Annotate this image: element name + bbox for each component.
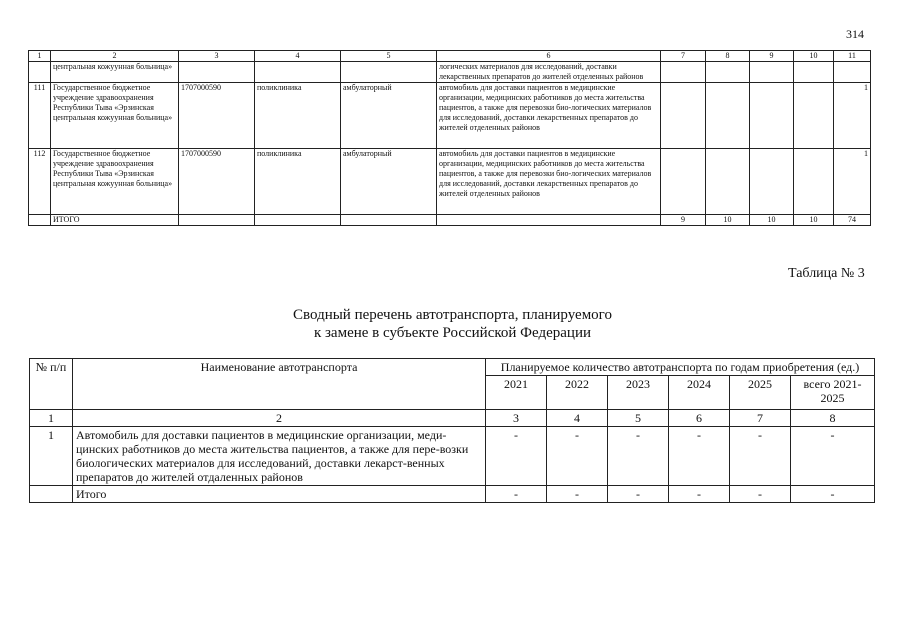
page-title <box>0 306 905 342</box>
year-header: всего 2021-2025 <box>791 376 875 410</box>
org-name: Государственное бюджетное учреждение здравоохранения Республики Тыва «Эрзинская центральная кожуунная больница» <box>51 149 179 215</box>
year-header: 2022 <box>547 376 608 410</box>
col-number-header: № п/п <box>30 359 73 410</box>
index-row: 1 2 3 4 5 6 7 8 <box>30 410 875 427</box>
header-cell: 6 <box>437 51 661 62</box>
year-value: - <box>608 427 669 486</box>
summary-table <box>29 358 875 503</box>
year-header: 2023 <box>608 376 669 410</box>
count-cell: 1 <box>834 149 871 215</box>
care-type: амбулаторный <box>341 149 437 215</box>
col-plan-header: Планируемое количество автотранспорта по годам приобретения (ед.) <box>486 359 875 376</box>
total-value: - <box>547 486 608 503</box>
year-header: 2024 <box>669 376 730 410</box>
summary-header-row <box>30 359 875 376</box>
table-label: Таблица № 3 <box>788 266 865 281</box>
row-number: 111 <box>29 83 51 149</box>
header-cell: 7 <box>661 51 706 62</box>
table-row <box>29 149 871 215</box>
upper-header-row <box>29 51 871 62</box>
org-name: центральная кожуунная больница» <box>51 62 179 83</box>
total-value: - <box>730 486 791 503</box>
header-cell: 1 <box>29 51 51 62</box>
care-type: амбулаторный <box>341 83 437 149</box>
title-line-1: Сводный перечень автотранспорта, планируемого <box>293 307 612 323</box>
year-header: 2025 <box>730 376 791 410</box>
facility-type: поликлиника <box>255 83 341 149</box>
total-row <box>30 486 875 503</box>
title-line-2: к замене в субъекте Российской Федерации <box>313 325 592 341</box>
header-cell: 2 <box>51 51 179 62</box>
table-row <box>30 427 875 486</box>
table-row-continued <box>29 62 871 83</box>
total-value: - <box>791 486 875 503</box>
header-cell: 4 <box>255 51 341 62</box>
org-name: Государственное бюджетное учреждение здравоохранения Республики Тыва «Эрзинская центральная кожуунная больница» <box>51 83 179 149</box>
total-value: - <box>486 486 547 503</box>
total-label: ИТОГО <box>51 215 179 226</box>
vehicle-name: Автомобиль для доставки пациентов в медицинские организации, меди-цинских работников до места жительства пациентов, а также для пере-возки биологических материалов для исследований, доставки лекарст-венных препаратов до жителей отдаленных районов <box>73 427 486 486</box>
org-code: 1707000590 <box>179 83 255 149</box>
transport-description: логических материалов для исследований, доставки лекарственных препаратов до жителей отделенных районов <box>437 62 661 83</box>
transport-description: автомобиль для доставки пациентов в медицинские организации, медицинских работников до места жительства пациентов, а также для перевозки био-логических материалов для исследований, доставки лекарственных препаратов до жителей отделенных районов <box>437 149 661 215</box>
row-number: 112 <box>29 149 51 215</box>
year-value: - <box>730 427 791 486</box>
header-cell: 9 <box>750 51 794 62</box>
transport-description: автомобиль для доставки пациентов в медицинские организации, медицинских работников до места жительства пациентов, а также для перевозки био-логических материалов для исследований, доставки лекарственных препаратов до жителей отделенных районов <box>437 83 661 149</box>
count-cell: 1 <box>834 83 871 149</box>
year-value: - <box>486 427 547 486</box>
page-number: 314 <box>846 27 864 41</box>
total-cell: 10 <box>706 215 750 226</box>
total-cell: 74 <box>834 215 871 226</box>
total-cell: 9 <box>661 215 706 226</box>
header-cell: 11 <box>834 51 871 62</box>
total-value: - <box>608 486 669 503</box>
header-cell: 5 <box>341 51 437 62</box>
total-label: Итого <box>73 486 486 503</box>
upper-table <box>28 50 871 226</box>
header-cell: 10 <box>794 51 834 62</box>
year-header: 2021 <box>486 376 547 410</box>
year-value: - <box>791 427 875 486</box>
total-row <box>29 215 871 226</box>
total-cell: 10 <box>750 215 794 226</box>
row-number: 1 <box>30 427 73 486</box>
year-value: - <box>669 427 730 486</box>
header-cell: 3 <box>179 51 255 62</box>
total-value: - <box>669 486 730 503</box>
year-value: - <box>547 427 608 486</box>
col-name-header: Наименование автотранспорта <box>73 359 486 410</box>
facility-type: поликлиника <box>255 149 341 215</box>
table-row <box>29 83 871 149</box>
header-cell: 8 <box>706 51 750 62</box>
total-cell: 10 <box>794 215 834 226</box>
org-code: 1707000590 <box>179 149 255 215</box>
